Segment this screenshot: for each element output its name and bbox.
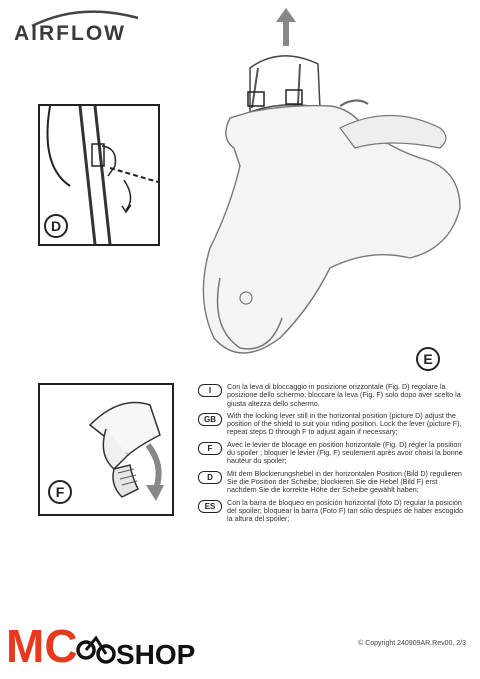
instruction-french: [198, 441, 468, 466]
instruction-spanish: [198, 499, 468, 524]
lang-badge: GB: [198, 413, 222, 426]
lang-badge: D: [198, 471, 222, 484]
logo-shop-text: SHOP: [116, 639, 196, 668]
instructions-list: [198, 383, 468, 527]
panel-f-label: F: [48, 480, 72, 504]
instruction-text: Avec le levier de blocage en position horizontale (Fig. D) régler la position du spoiler ; bloquer le levier (Fig. F) seulement après avoir choisi la bonne hauteur du spoiler;: [227, 439, 463, 466]
panel-e-label: E: [416, 347, 440, 371]
brand-name: AIRFLOW: [14, 22, 126, 45]
copyright-text: © Copyright 240909AR.Rev00, 2/3: [358, 640, 466, 647]
instruction-english: [198, 412, 468, 437]
instruction-text: Con la leva di bloccaggio in posizione orizzontale (Fig. D) regolare la posizione dello schermo; bloccare la leva (Fig. F) solo dopo aver scelto la giusta altezza dello schermo.: [227, 382, 461, 408]
instruction-german: [198, 470, 468, 495]
mcshop-logo: [4, 620, 204, 668]
scooter-illustration: [190, 8, 470, 378]
logo-mc-text: MC: [6, 620, 78, 668]
instruction-italian: [198, 383, 468, 408]
panel-d-label: D: [44, 214, 68, 238]
motorcycle-icon: [78, 638, 114, 662]
instruction-text: Con la barra de bloqueo en posición horizontal (foto D) regular la posición del spoiler; bloquear la barra (Foto F) tan sólo después de haber escogido la altura del spoiler;: [227, 497, 464, 524]
detail-panel-d: [38, 104, 160, 246]
lang-badge: I: [198, 384, 222, 397]
lang-badge: F: [198, 442, 222, 455]
mcshop-logo-graphic: [4, 620, 204, 668]
instruction-text: Mit dem Blockierungshebel in der horizontalen Position (Bild D) regulieren Sie die Position der Scheibe; blockieren Sie die Hebel (Bild F) erst nachdem Sie die korrekte Höhe der Scheibe gewählt haben;: [227, 468, 462, 495]
detail-panel-f: [38, 383, 174, 516]
instruction-text: With the locking lever still in the horizontal position (picture D) adjust the position of the shield to suit your riding position. Lock the lever (picture F), repeat steps D through F to adjust again if necessary;: [227, 410, 462, 437]
lang-badge: ES: [198, 500, 222, 513]
